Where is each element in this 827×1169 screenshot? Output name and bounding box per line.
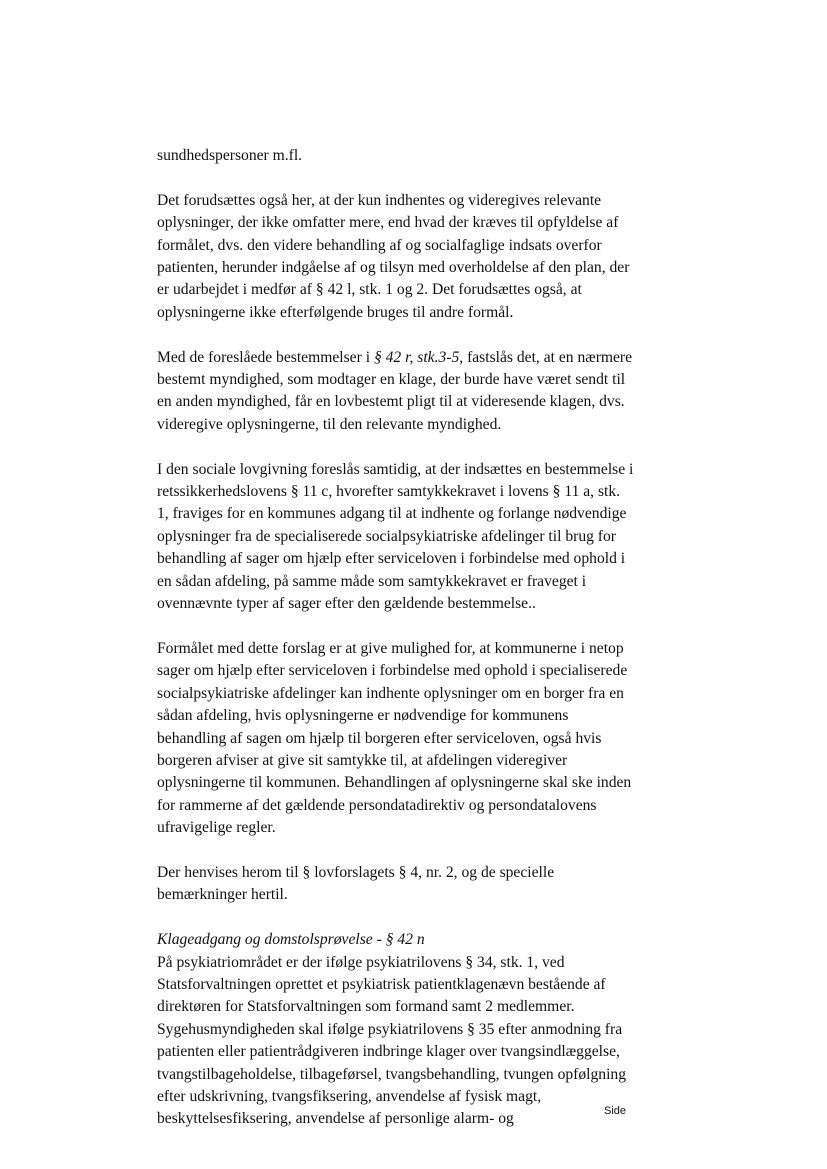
section-heading-complaints: Klageadgang og domstolsprøvelse - § 42 n (157, 931, 425, 949)
footer-page-label: Side (604, 1105, 627, 1117)
paragraph-psychiatry-complaints: På psykiatriområdet er der ifølge psykiatrilovens § 34, stk. 1, ved Statsforvaltningen oprettet et psykiatrisk patientklagenævn bestående af direktøren for Statsforvaltningen som formand samt 2 medlemmer. Sygehusmyndigheden skal ifølge psykiatrilovens § 35 efter anmodning fra patienten eller patientrådgiveren indbringe klager over tvangsindlæggelse, tvangstilbageholdelse, tilbageførsel, tvangsbehandling, tvungen opfølgning efter udskrivning, tvangsfiksering, anvendelse af fysisk magt, beskyttelsesfiksering, anvendelse af personlige alarm- og (157, 953, 627, 1128)
paragraph-continuation: sundhedspersoner m.fl. (157, 147, 303, 164)
paragraph-forward-complaint-body: fastslås det, at en nærmere bestemt myndighed, som modtager en klage, der burde have været sendt til en anden myndighed, får en lovbestemt pligt til at videresende klagen, dvs. videregive oplysningerne, til den relevante myndighed. (157, 348, 633, 433)
paragraph-reference: Der henvises herom til § lovforslagets § 4, nr. 2, og de specielle bemærkninger hertil. (157, 863, 555, 904)
paragraph-social-legislation: I den sociale lovgivning foreslås samtidig, at der indsættes en bestemmelse i retssikkerhedslovens § 11 c, hvorefter samtykkekravet i lovens § 11 a, stk. 1, fraviges for en kommunes adgang til at indhente og forlange nødvendige oplysninger fra de specialiserede socialpsykiatriske afdelinger til brug for behandling af sager om hjælp efter serviceloven i forbindelse med ophold i en sådan afdeling, på samme måde som samtykkekravet er fraveget i ovennævnte typer af sager efter den gældende bestemmelse.. (157, 460, 634, 613)
section-reference-42r: § 42 r, stk.3-5, (373, 348, 464, 366)
document-body (157, 145, 677, 1131)
paragraph-forward-complaint-intro: Med de foreslåede bestemmelser i (157, 348, 374, 366)
paragraph-purpose: Formålet med dette forslag er at give mulighed for, at kommunerne i netop sager om hjælp efter serviceloven i forbindelse med ophold i specialiserede socialpsykiatriske afdelinger kan indhente oplysninger om en borger fra en sådan afdeling, hvis oplysningerne er nødvendige for kommunens behandling af sagen om hjælp til borgeren efter serviceloven, også hvis borgeren afviser at give sit samtykke til, at afdelingen videregiver oplysningerne til kommunen. Behandlingen af oplysningerne skal ske inden for rammerne af det gældende persondatadirektiv og persondatalovens ufravigelige regler. (157, 639, 632, 837)
paragraph-forward-complaint (157, 347, 677, 437)
paragraph-relevant-information: Det forudsættes også her, at der kun indhentes og videregives relevante oplysninger, der ikke omfatter mere, end hvad der kræves til opfyldelse af formålet, dvs. den videre behandling af og socialfaglige indsats overfor patienten, herunder indgåelse af og tilsyn med overholdelse af den plan, der er udarbejdet i medfør af § 42 l, stk. 1 og 2. Det forudsættes også, at oplysningerne ikke efterfølgende bruges til andre formål. (157, 191, 630, 321)
